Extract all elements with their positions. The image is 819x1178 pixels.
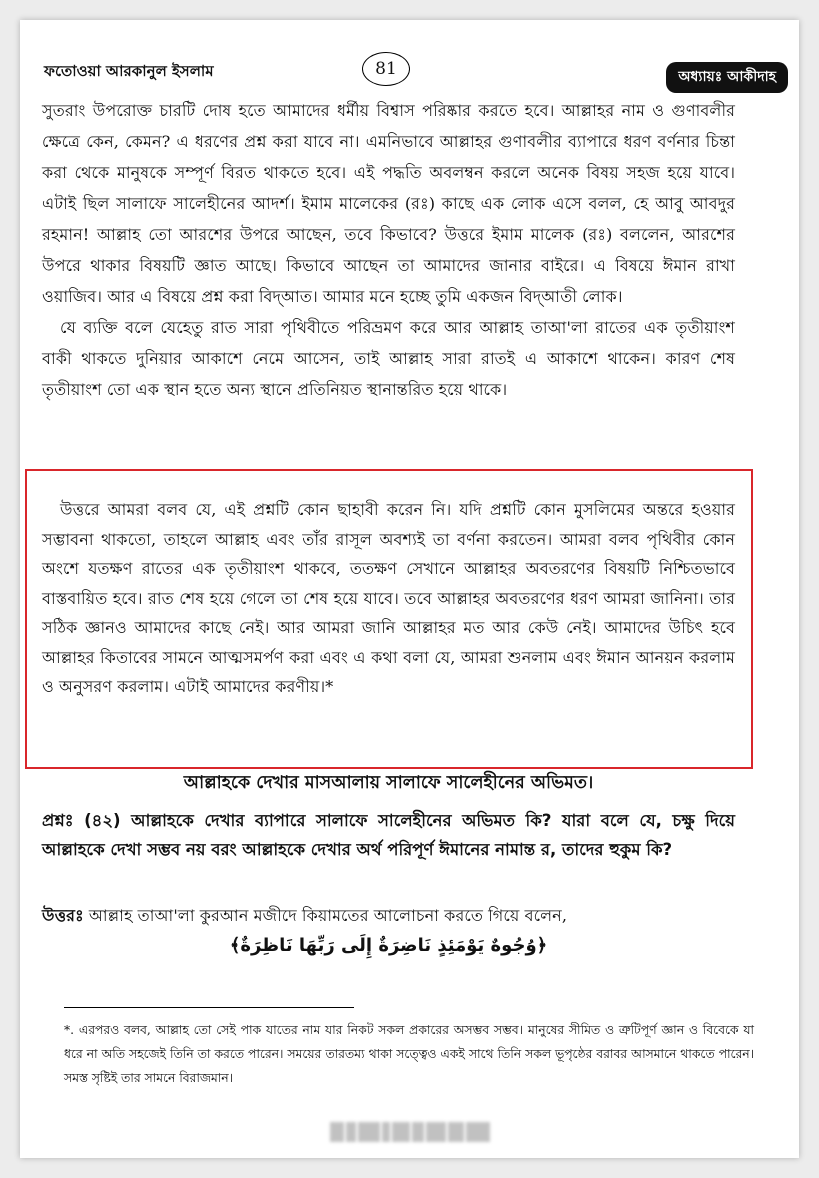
quran-verse: ﴿وُجُوهٌ يَوْمَئِذٍ نَاضِرَةٌ إِلَى رَبِّهَا نَاظِرَةٌ﴾ (229, 935, 548, 956)
blurred-watermark (330, 1122, 490, 1142)
answer-text: আল্লাহ তাআ'লা কুরআন মজীদে কিয়ামতের আলোচনা করতে গিয়ে বলেন, (88, 906, 567, 925)
paragraph-2: যে ব্যক্তি বলে যেহেতু রাত সারা পৃথিবীতে পরিভ্রমণ করে আর আল্লাহ তাআ'লা রাতের এক তৃতীয়াংশ বাকী থাকতে দুনিয়ার আকাশে নেমে আসেন, তাই আল্লাহ সারা রাতই এ আকাশে থাকেন। কারণ শেষ তৃতীয়াংশ তো এক স্থান হতে অন্য স্থানে প্রতিনিয়ত স্থানান্তরিত হয়ে থাকে। (42, 318, 735, 399)
section-heading: আল্লাহকে দেখার মাসআলায় সালাফে সালেহীনের অভিমত। (183, 773, 594, 793)
paragraph-1: সুতরাং উপরোক্ত চারটি দোষ হতে আমাদের ধর্মীয় বিশ্বাস পরিষ্কার করতে হবে। আল্লাহর নাম ও গুণাবলীর ক্ষেত্রে কেন, কেমন? এ ধরণের প্রশ্ন করা যাবে না। এমনিভাবে আল্লাহর গুণাবলীর ব্যাপারে ধরণ বর্ণনার চিন্তা করা থেকে মানুষকে সম্পূর্ণ বিরত থাকতে হবে। এই পদ্ধতি অবলম্বন করলে অনেক বিষয় সহজ হয়ে যাবে। এটাই ছিল সালাফে সালেহীনের আদর্শ। ইমাম মালেকের (রঃ) কাছে এক লোক এসে বলল, হে আবু আবদুর রহমান! আল্লাহ তো আরশের উপরে আছেন, তবে কিভাবে? উত্তরে ইমাম মালেক (রঃ) বললেন, আরশের উপরে থাকার বিষয়টি জ্ঞাত আছে। কিভাবে আছেন তা আমাদের জানার বাইরে। এ বিষয়ে ঈমান রাখা ওয়াজিব। আর এ বিষয়ে প্রশ্ন করা বিদ্‌আত। আমার মনে হচ্ছে তুমি একজন বিদ্‌আতী লোক। (42, 101, 735, 306)
body-text (42, 95, 735, 405)
question-42: প্রশ্নঃ (৪২) আল্লাহকে দেখার ব্যাপারে সালাফে সালেহীনের অভিমত কি? যারা বলে যে, চক্ষু দিয়ে আল্লাহকে দেখা সম্ভব নয় বরং আল্লাহকে দেখার অর্থ পরিপূর্ণ ঈমানের নামান্ত র, তাদের হুকুম কি? (42, 811, 735, 859)
book-title: ফতোওয়া আরকানুল ইসলাম (44, 62, 214, 80)
answer-label: উত্তরঃ (42, 906, 84, 925)
boxed-paragraph: উত্তরে আমরা বলব যে, এই প্রশ্নটি কোন ছাহাবী করেন নি। যদি প্রশ্নটি কোন মুসলিমের অন্তরে হওয়ার সম্ভাবনা থাকতো, তাহলে আল্লাহ এবং তাঁর রাসূল অবশ্যই তা বর্ণনা করতেন। আমরা বলব পৃথিবীর কোন অংশে যতক্ষণ রাতের এক তৃতীয়াংশ থাকবে, ততক্ষণ সেখানে আল্লাহর অবতরণের বিষয়টি নিশ্চিতভাবে বাস্তবায়িত হবে। রাত শেষ হয়ে গেলে তা শেষ হয়ে যাবে। তবে আল্লাহর অবতরণের ধরণ আমরা জানিনা। তার সঠিক জ্ঞানও আমাদের কাছে নেই। আর আমরা জানি আল্লাহর মত আর কেউ নেই। আমাদের উচিৎ হবে আল্লাহর কিতাবের সামনে আত্মসমর্পণ করা এবং এ কথা বলা যে, আমরা শুনলাম এবং ঈমান আনয়ন করলাম ও অনুসরণ করলাম। এটাই আমাদের করণীয়।* (42, 500, 735, 696)
chapter-badge: অধ্যায়ঃ আকীদাহ (666, 62, 788, 93)
footnote-divider (64, 1007, 354, 1008)
highlighted-answer (42, 495, 735, 702)
footnote: *. এরপরও বলব, আল্লাহ তো সেই পাক যাতের নাম যার নিকট সকল প্রকারের অসম্ভব সম্ভব। মানুষের সীমিত ও ত্রুটিপূর্ণ জ্ঞান ও বিবেকে যা ধরে না অতি সহজেই তিনি তা করতে পারেন। সময়ের তারতম্য থাকা সত্ত্বেও একই সাথে তিনি সকল ভূপৃষ্ঠের বরাবর আসমানে থাকতে পারেন। সমস্ত সৃষ্টিই তার সামনে বিরাজমান। (64, 1023, 754, 1085)
page-number: 81 (362, 52, 410, 86)
answer-intro (42, 902, 735, 930)
